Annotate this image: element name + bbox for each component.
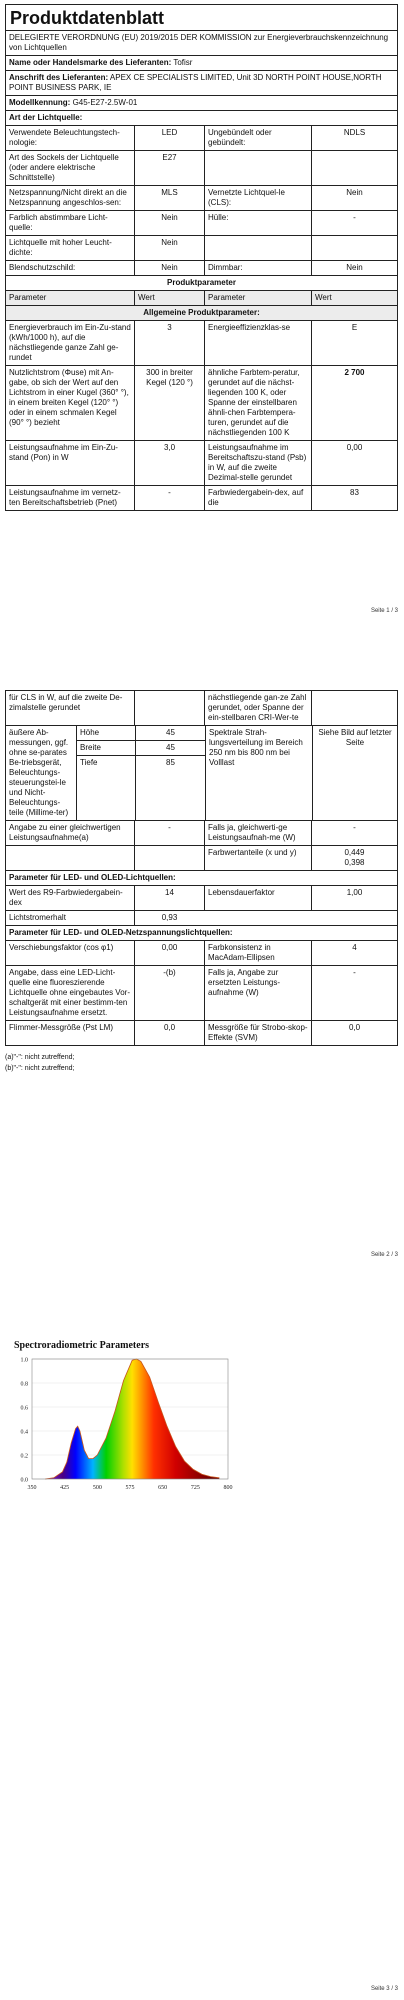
row-label: Falls ja, gleichwerti-ge Leistungsaufnah-me (W) <box>204 821 311 845</box>
spectrum-fill <box>32 1359 228 1479</box>
datasheet-table-continued <box>5 690 398 1046</box>
chart-title: Spectroradiometric Parameters <box>14 1340 150 1351</box>
row-label: Dimmbar: <box>204 261 311 275</box>
table-row <box>6 320 397 365</box>
row-label: Leistungsaufnahme im vernetz-ten Bereitschaftsbetrieb (Pnet) <box>9 488 121 507</box>
model-id: G45-E27-2.5W-01 <box>72 98 138 107</box>
page-footer: Seite 3 / 3 <box>370 1986 398 1992</box>
color-y: 0,398 <box>344 858 365 867</box>
row-label: Art des Sockels der Lichtquelle (oder andere elektrische Schnittstelle) <box>9 153 119 182</box>
row-value: MLS <box>134 186 204 210</box>
row-value: LED <box>134 126 204 150</box>
dim-key: Breite <box>80 743 101 752</box>
table-row <box>6 210 397 235</box>
row-label: Wert des R9-Farbwiedergabein-dex <box>9 888 123 907</box>
row-value: 4 <box>311 941 397 965</box>
y-tick-label: 0.0 <box>20 1477 28 1484</box>
product-params-header: Produktparameter <box>167 278 236 287</box>
table-row <box>6 885 397 910</box>
row-label: Energieverbrauch im Ein-Zu-stand (kWh/1000 h), auf die nächstliegende ganze Zahl ge-rundet <box>9 323 131 362</box>
row-value <box>134 691 204 725</box>
row-value: 2 700 <box>311 366 397 440</box>
page-3 <box>0 1300 404 2000</box>
supplier-address: APEX CE SPECIALISTS LIMITED, Unit 3D NORTH POINT HOUSE,NORTH POINT BUSINESS PARK, IE <box>9 73 382 92</box>
row-value: 83 <box>311 486 397 510</box>
dim-key: Höhe <box>80 728 100 737</box>
row-label <box>204 236 311 260</box>
row-label: Blendschutzschild: <box>9 263 76 272</box>
column-header-row <box>6 290 397 305</box>
dim-key: Tiefe <box>80 758 98 767</box>
spectral-chart <box>8 1340 238 1520</box>
dimensions-label: äußere Ab-messungen, ggf. ohne se-parates Be-triebsgerät, Beleuchtungs-steuerungstei-le und Nicht-Beleuchtungs-teile (Millime-ter) <box>9 728 69 817</box>
table-row <box>6 150 397 185</box>
y-tick-label: 0.8 <box>20 1381 28 1388</box>
row-value <box>311 691 397 725</box>
table-row <box>6 965 397 1020</box>
address-label: Anschrift des Lieferanten: <box>9 73 109 82</box>
row-label: Falls ja, Angabe zur ersetzten Leistungs-aufnahme (W) <box>204 966 311 1020</box>
row-value: 0,0 <box>311 1021 397 1045</box>
row-value: -(b) <box>134 966 204 1020</box>
row-value: 14 <box>134 886 204 910</box>
table-row <box>6 940 397 965</box>
mains-params-header: Parameter für LED- und OLED-Netzspannungslichtquellen: <box>9 928 233 937</box>
row-value: 0,00 <box>311 441 397 485</box>
row-label: Messgröße für Strobo-skop-Effekte (SVM) <box>204 1021 311 1045</box>
spectral-value: Siehe Bild auf letzter Seite <box>312 726 397 820</box>
row-value: - <box>134 821 204 845</box>
row-value: Nein <box>134 261 204 275</box>
row-value: - <box>311 966 397 1020</box>
x-tick-label: 350 <box>27 1485 37 1491</box>
y-tick-label: 0.6 <box>20 1405 28 1412</box>
row-value: Nein <box>311 261 397 275</box>
general-params-header: Allgemeine Produktparameter: <box>143 308 260 317</box>
row-label: ähnliche Farbtem-peratur, gerundet auf die nächst-liegenden 100 K, oder Spanne der einstellbaren ähnli-chen Farbtempera-turen, gerundet auf die nächstliegenden 100 K <box>204 366 311 440</box>
supplier-name: Tofisr <box>173 58 193 67</box>
row-label: Lichtstromerhalt <box>9 913 66 922</box>
col-value: Wert <box>134 291 204 305</box>
row-value: E27 <box>134 151 204 185</box>
row-label: Energieeffizienzklas-se <box>204 321 311 365</box>
row-label: Nutzlichtstrom (Φuse) mit An-gabe, ob sich der Wert auf den Lichtstrom in einer Kugel (360° °), in einem breiten Kegel (120° °) oder in einem schmalen Kegel (90° °) bezieht <box>9 368 129 427</box>
dimensions-row <box>6 725 397 820</box>
page-2 <box>0 690 404 1270</box>
row-value: - <box>311 211 397 235</box>
table-row <box>6 845 397 870</box>
model-label: Modellkennung: <box>9 98 71 107</box>
table-row <box>6 125 397 150</box>
table-row <box>6 1020 397 1045</box>
row-label: Leistungsaufnahme im Ein-Zu-stand (Pon) in W <box>9 443 118 462</box>
dim-value: 45 <box>135 726 205 740</box>
row-label <box>204 151 311 185</box>
row-label: Angabe zu einer gleichwertigen Leistungsaufnahme(a) <box>9 823 121 842</box>
x-tick-label: 425 <box>60 1485 70 1491</box>
x-tick-label: 500 <box>92 1485 102 1491</box>
x-tick-label: 575 <box>125 1485 135 1491</box>
page-footer: Seite 1 / 3 <box>370 608 398 614</box>
y-tick-label: 0.4 <box>20 1429 28 1436</box>
row-label: Verwendete Beleuchtungstech-nologie: <box>9 128 120 147</box>
row-value <box>311 236 397 260</box>
row-value: 3,0 <box>134 441 204 485</box>
row-value: Nein <box>134 236 204 260</box>
row-value <box>134 846 204 870</box>
table-row <box>6 485 397 510</box>
dim-value: 45 <box>135 741 205 755</box>
row-value <box>311 846 397 870</box>
table-row <box>6 440 397 485</box>
datasheet-table <box>5 30 398 511</box>
page-footer: Seite 2 / 3 <box>370 1252 398 1258</box>
row-label: Netzspannung/Nicht direkt an die Netzspannung angeschlos-sen: <box>9 188 127 207</box>
col-param: Parameter <box>204 291 311 305</box>
row-label: Lebensdauerfaktor <box>204 886 311 910</box>
light-source-type-header: Art der Lichtquelle: <box>9 113 83 122</box>
row-value: Nein <box>311 186 397 210</box>
row-label: Farbwiedergabein-dex, auf die <box>204 486 311 510</box>
row-value: NDLS <box>311 126 397 150</box>
spectral-plot <box>8 1351 238 1511</box>
row-label: Leistungsaufnahme im Bereitschaftszu-stand (Psb) in W, auf die zweite Dezimal-stelle gerundet <box>204 441 311 485</box>
table-row <box>6 260 397 275</box>
row-label: Vernetzte Lichtquel-le (CLS): <box>204 186 311 210</box>
table-row <box>6 910 397 925</box>
table-row <box>6 365 397 440</box>
row-value: 0,93 <box>134 911 204 925</box>
row-value: 0,00 <box>134 941 204 965</box>
row-label: Angabe, dass eine LED-Licht-quelle eine fluoreszierende Lichtquelle ohne eingebautes Vor-schaltgerät mit einer bestimm-ten Leistungsaufnahme ersetzt. <box>9 968 130 1017</box>
table-row <box>6 691 397 725</box>
y-tick-label: 0.2 <box>20 1453 28 1460</box>
supplier-name-label: Name oder Handelsmarke des Lieferanten: <box>9 58 172 67</box>
row-value: - <box>311 821 397 845</box>
row-value: Nein <box>134 211 204 235</box>
col-value: Wert <box>311 291 397 305</box>
y-tick-label: 1.0 <box>20 1357 28 1364</box>
footnote-a: (a)"-": nicht zutreffend; <box>5 1054 75 1061</box>
col-param: Parameter <box>9 293 47 302</box>
row-value: 300 in breiter Kegel (120 °) <box>134 366 204 440</box>
row-label: Hülle: <box>204 211 311 235</box>
led-params-header: Parameter für LED- und OLED-Lichtquellen: <box>9 873 176 882</box>
dim-value: 85 <box>135 756 205 820</box>
row-value: 3 <box>134 321 204 365</box>
row-value: 1,00 <box>311 886 397 910</box>
page-1 <box>0 0 404 620</box>
row-label: Ungebündelt oder gebündelt: <box>204 126 311 150</box>
row-value: 0,0 <box>134 1021 204 1045</box>
row-label <box>6 846 134 870</box>
page-title: Produktdatenblatt <box>5 4 398 30</box>
row-value: - <box>134 486 204 510</box>
row-label: nächstliegende gan-ze Zahl gerundet, oder Spanne der ein-stellbaren CRI-Wer-te <box>204 691 311 725</box>
color-x: 0,449 <box>344 848 365 857</box>
row-label: Farblich abstimmbare Licht-quelle: <box>9 213 108 232</box>
row-label: Verschiebungsfaktor (cos φ1) <box>9 943 114 952</box>
row-label: Farbwertanteile (x und y) <box>204 846 311 870</box>
table-row <box>6 820 397 845</box>
regulation-text: DELEGIERTE VERORDNUNG (EU) 2019/2015 DER KOMMISSION zur Energieverbrauchskennzeichnung von Lichtquellen <box>9 33 389 52</box>
x-tick-label: 725 <box>190 1485 200 1491</box>
table-row <box>6 185 397 210</box>
x-tick-label: 650 <box>158 1485 168 1491</box>
row-value <box>311 151 397 185</box>
x-tick-label: 800 <box>223 1485 233 1491</box>
spectral-label: Spektrale Strah-lungsverteilung im Bereich 250 nm bis 800 nm bei Volllast <box>205 726 312 820</box>
table-row <box>6 235 397 260</box>
row-value: E <box>311 321 397 365</box>
row-label: Lichtquelle mit hoher Leucht-dichte: <box>9 238 112 257</box>
row-label: Farbkonsistenz in MacAdam-Ellipsen <box>204 941 311 965</box>
footnote-b: (b)"-": nicht zutreffend; <box>5 1065 75 1072</box>
row-label: für CLS in W, auf die zweite De-zimalstelle gerundet <box>9 693 123 712</box>
row-label: Flimmer-Messgröße (Pst LM) <box>9 1023 114 1032</box>
